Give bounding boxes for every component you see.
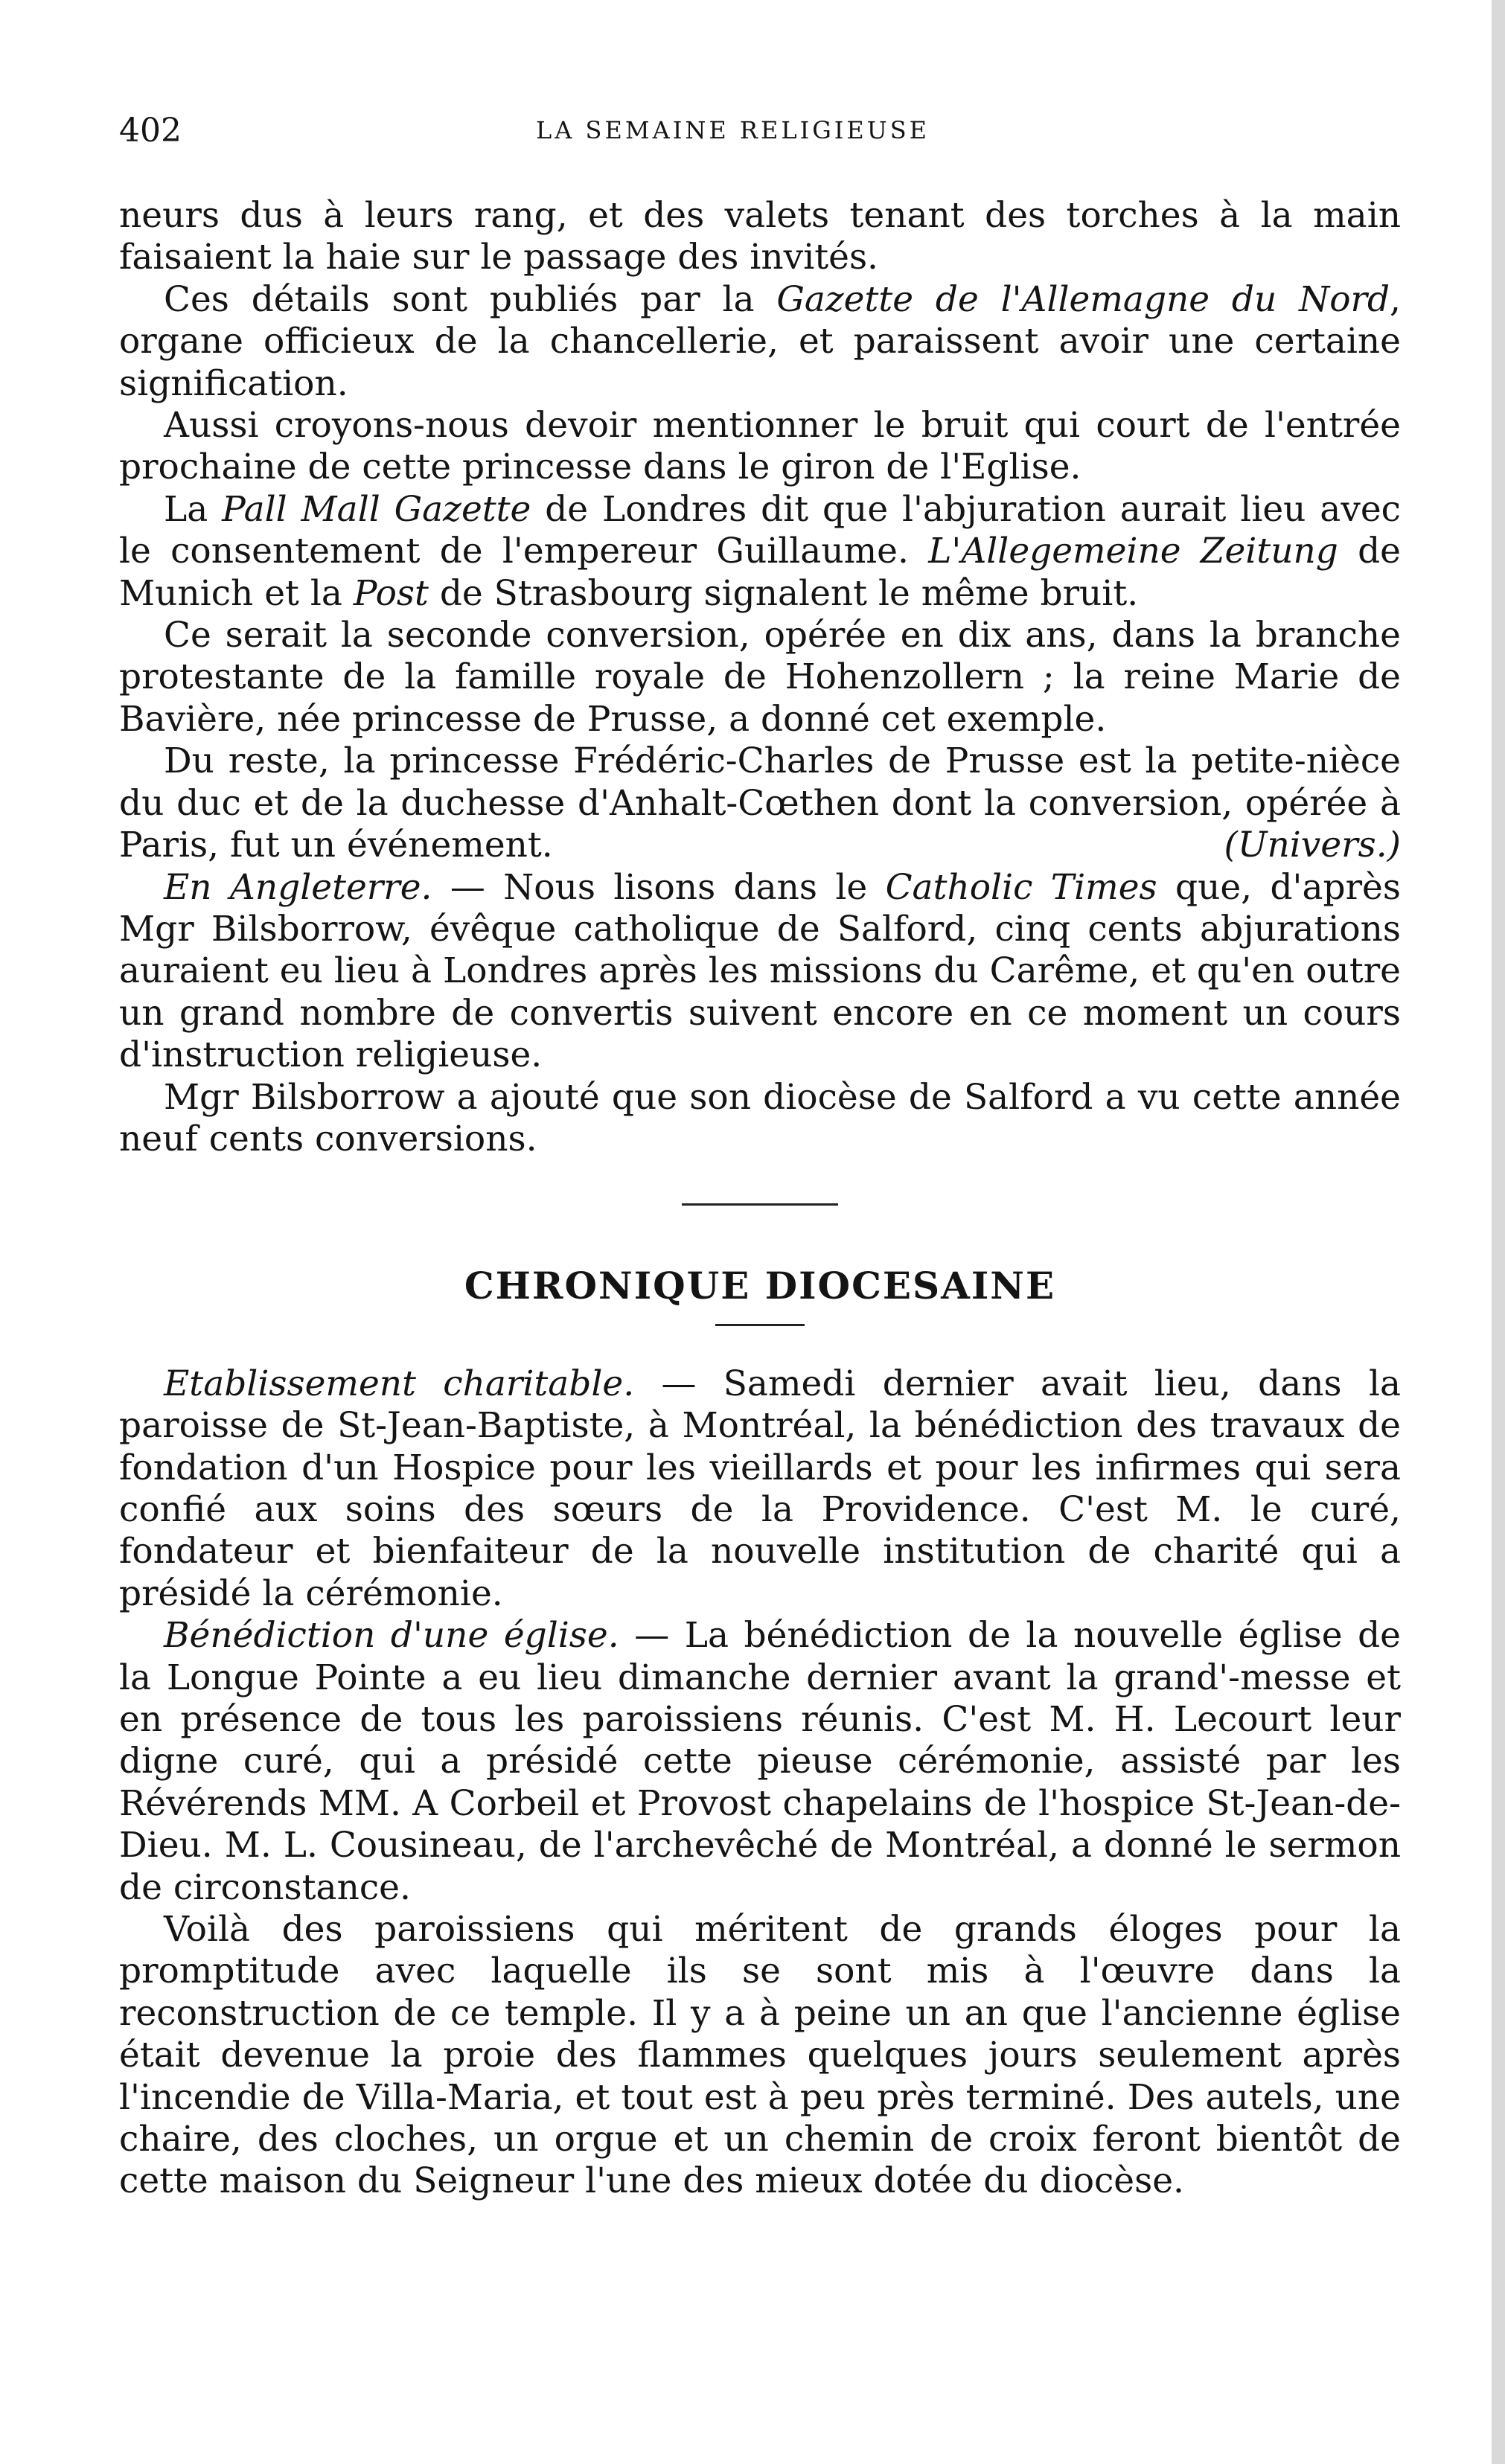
newspaper-title: L'Allegemeine Zeitung <box>928 531 1338 572</box>
paragraph <box>119 867 1401 1077</box>
paragraph <box>119 279 1401 405</box>
paragraph-text: Voilà des paroissiens qui méritent de grands éloges pour la promptitude avec laquelle ils se sont mis à l'œuvre dans la reconstruction de ce temple. Il y a à peine un an que l'ancienne église était devenue la proie des flammes quelques jours seulement après l'incendie de Villa-Maria, et tout est à peu près terminé. Des autels, une chaire, des cloches, un orgue et un chemin de croix feront bientôt de cette maison du Seigneur l'une des mieux dotée du diocèse. <box>119 1909 1401 2202</box>
article-body <box>119 195 1401 2203</box>
subsection-lead: En Angleterre. <box>164 866 432 908</box>
page-number: 402 <box>119 112 182 150</box>
paragraph-text: — La bénédiction de la nouvelle église de la Longue Pointe a eu lieu dimanche dernier avant la grand'-messe et en présence de tous les paroissiens réunis. C'est M. H. Lecourt leur digne curé, qui a présidé cette pieuse cérémonie, assisté par les Révérends MM. A Corbeil et Provost chapelains de l'hospice St-Jean-de-Dieu. M. L. Cousineau, de l'archevêché de Montréal, a donné le sermon de circonstance. <box>119 1615 1401 1908</box>
newspaper-title: Gazette de l'Allemagne du Nord <box>776 278 1390 320</box>
paragraph <box>119 1909 1401 2203</box>
section-heading: CHRONIQUE DIOCESAINE <box>464 1264 1056 1308</box>
section-divider <box>715 1324 805 1326</box>
paragraph <box>119 1077 1401 1161</box>
paragraph <box>119 1615 1401 1909</box>
paragraph <box>119 1363 1401 1615</box>
newspaper-title: Pall Mall Gazette <box>222 488 531 530</box>
paragraph-text: de Munich et la <box>119 531 1401 614</box>
paragraph-text: Du reste, la princesse Frédéric-Charles de Prusse est la petite-nièce du duc et de la duchesse d'Anhalt-Cœthen dont la conversion, opérée à Paris, fut un événement. <box>119 740 1401 866</box>
scan-edge <box>1492 0 1505 2464</box>
paragraph <box>119 405 1401 489</box>
paragraph <box>119 489 1401 615</box>
paragraph-text: La <box>164 488 223 530</box>
paragraph-text: que, d'après Mgr Bilsborrow, évêque catholique de Salford, cinq cents abjurations auraient eu lieu à Londres après les missions du Carême, et qu'en outre un grand nombre de convertis suivent encore en ce moment un cours d'instruction religieuse. <box>119 866 1401 1076</box>
paragraph-text: Ces détails sont publiés par la <box>164 278 777 320</box>
paragraph-text: de Londres dit que l'abjuration aurait lieu avec le consentement de l'empereur Guillaume. <box>119 488 1402 572</box>
paragraph-text: — Samedi dernier avait lieu, dans la paroisse de St-Jean-Baptiste, à Montréal, la bénédiction des travaux de fondation d'un Hospice pour les vieillards et pour les infirmes qui sera confié aux soins des sœurs de la Providence. C'est M. le curé, fondateur et bienfaiteur de la nouvelle institution de charité qui a présidé la cérémonie. <box>119 1363 1402 1614</box>
paragraph <box>119 195 1401 279</box>
paragraph-text: neurs dus à leurs rang, et des valets tenant des torches à la main faisaient la haie sur le passage des invités. <box>119 195 1401 278</box>
page-header <box>119 112 1392 164</box>
paragraph-text: Mgr Bilsborrow a ajouté que son diocèse de Salford a vu cette année neuf cents conversions. <box>119 1076 1401 1159</box>
paragraph <box>119 740 1401 866</box>
paragraph-text: Aussi croyons-nous devoir mentionner le bruit qui court de l'entrée prochaine de cette princesse dans le giron de l'Eglise. <box>119 405 1401 488</box>
paragraph-text: de Strasbourg signalent le même bruit. <box>428 572 1139 614</box>
running-title: LA SEMAINE RELIGIEUSE <box>536 116 930 144</box>
newspaper-title: Catholic Times <box>885 866 1157 908</box>
source-reference: (Univers.) <box>1224 825 1401 866</box>
newspaper-title: Post <box>353 572 429 614</box>
paragraph-text: Ce serait la seconde conversion, opérée en dix ans, dans la branche protestante de la famille royale de Hohenzollern ; la reine Marie de Bavière, née princesse de Prusse, a donné cet exemple. <box>119 615 1401 740</box>
paragraph <box>119 615 1401 740</box>
subsection-lead: Bénédiction d'une église. <box>164 1615 619 1657</box>
section-divider <box>682 1203 838 1206</box>
paragraph-text: , organe officieux de la chancellerie, et paraissent avoir une certaine signification. <box>119 278 1401 404</box>
paragraph-text: — Nous lisons dans le <box>432 866 886 908</box>
subsection-lead: Etablissement charitable. <box>164 1363 635 1404</box>
